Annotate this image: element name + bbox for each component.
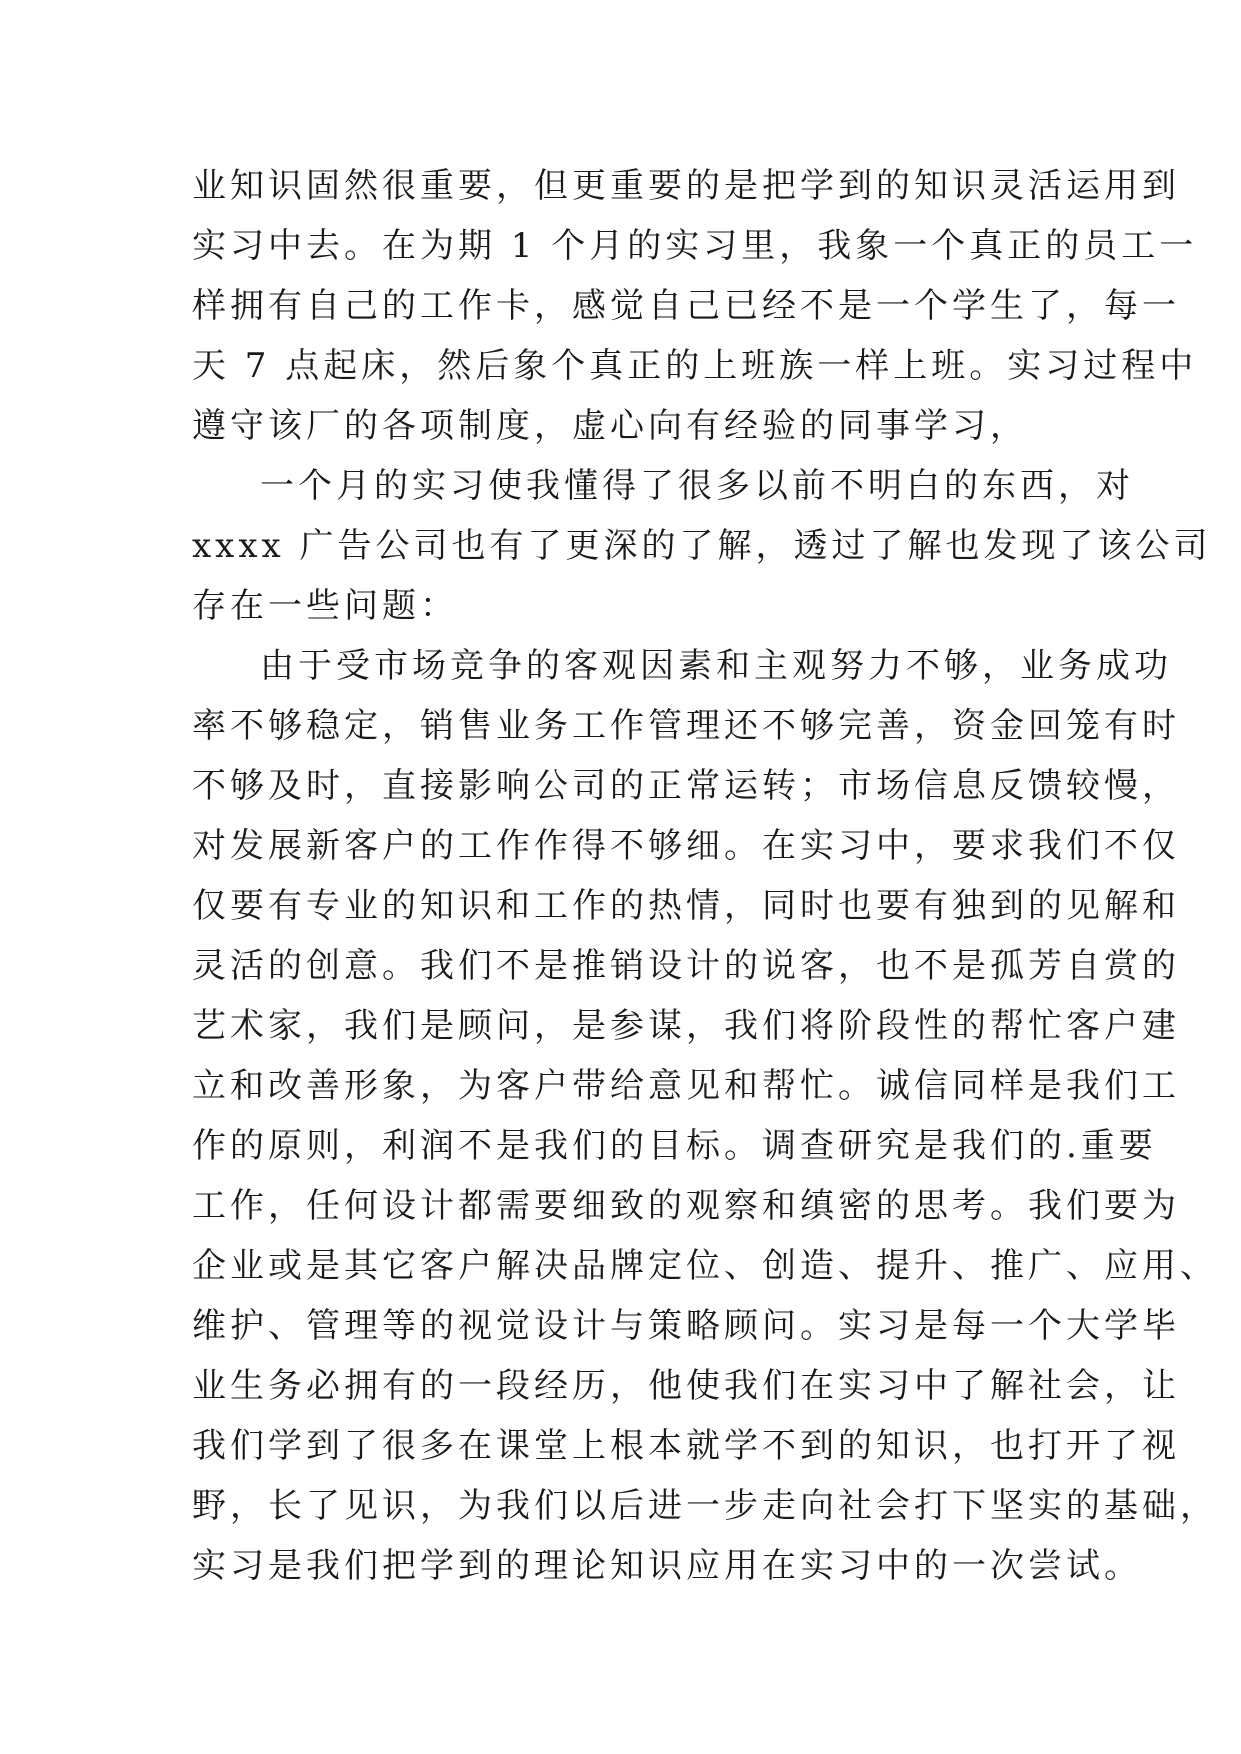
text-line: 不够及时，直接影响公司的正常运转；市场信息反馈较慢， bbox=[192, 766, 1180, 806]
text-line: 样拥有自己的工作卡，感觉自己已经不是一个学生了，每一 bbox=[192, 286, 1180, 326]
text-line: 我们学到了很多在课堂上根本就学不到的知识，也打开了视 bbox=[192, 1426, 1180, 1466]
text-line: 业生务必拥有的一段经历，他使我们在实习中了解社会，让 bbox=[192, 1366, 1180, 1406]
text-line: 艺术家，我们是顾问，是参谋，我们将阶段性的帮忙客户建 bbox=[192, 1006, 1180, 1046]
text-line: 灵活的创意。我们不是推销设计的说客，也不是孤芳自赏的 bbox=[192, 946, 1180, 986]
text-line: 天 7 点起床，然后象个真正的上班族一样上班。实习过程中 bbox=[192, 346, 1198, 386]
body-text bbox=[192, 156, 1218, 1596]
text-line: 仅要有专业的知识和工作的热情，同时也要有独到的见解和 bbox=[192, 886, 1180, 926]
text-line: 实习是我们把学到的理论知识应用在实习中的一次尝试。 bbox=[192, 1546, 1142, 1586]
text-line: 存在一些问题： bbox=[192, 586, 458, 626]
text-line: 由于受市场竞争的客观因素和主观努力不够，业务成功 bbox=[260, 646, 1172, 686]
text-line: 业知识固然很重要，但更重要的是把学到的知识灵活运用到 bbox=[192, 166, 1180, 206]
text-line: 实习中去。在为期 1 个月的实习里，我象一个真正的员工一 bbox=[192, 226, 1198, 266]
text-line: 工作，任何设计都需要细致的观察和缜密的思考。我们要为 bbox=[192, 1186, 1180, 1226]
text-line: 立和改善形象，为客户带给意见和帮忙。诚信同样是我们工 bbox=[192, 1066, 1180, 1106]
text-line: 对发展新客户的工作作得不够细。在实习中，要求我们不仅 bbox=[192, 826, 1180, 866]
text-line: 一个月的实习使我懂得了很多以前不明白的东西，对 bbox=[260, 466, 1134, 506]
text-line: 作的原则，利润不是我们的目标。调查研究是我们的.重要 bbox=[192, 1126, 1157, 1166]
text-line: 维护、管理等的视觉设计与策略顾问。实习是每一个大学毕 bbox=[192, 1306, 1180, 1346]
text-line: 野，长了见识，为我们以后进一步走向社会打下坚实的基础， bbox=[192, 1486, 1218, 1526]
text-line: xxxx 广告公司也有了更深的了解，透过了解也发现了该公司 bbox=[192, 526, 1212, 566]
text-line: 企业或是其它客户解决品牌定位、创造、提升、推广、应用、 bbox=[192, 1246, 1218, 1286]
text-line: 率不够稳定，销售业务工作管理还不够完善，资金回笼有时 bbox=[192, 706, 1180, 746]
text-line: 遵守该厂的各项制度，虚心向有经验的同事学习， bbox=[192, 406, 1028, 446]
